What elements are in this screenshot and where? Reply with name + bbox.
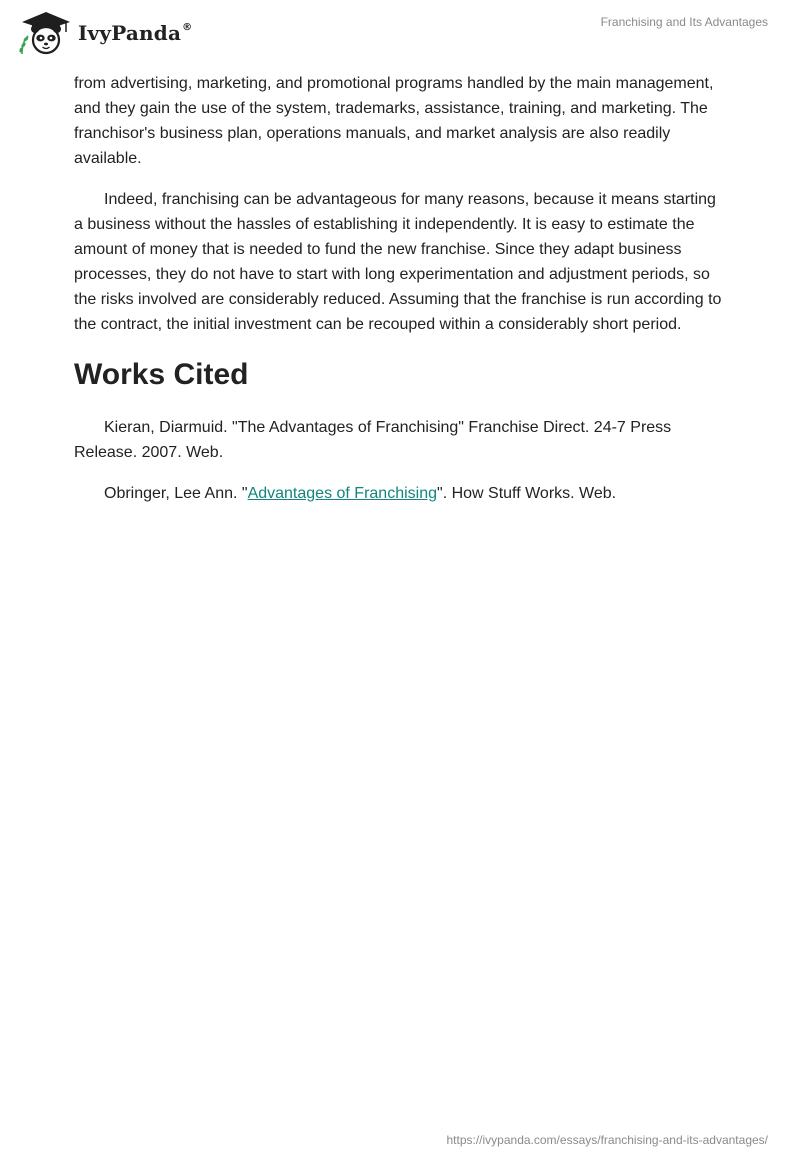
logo-text: IvyPanda bbox=[78, 21, 182, 45]
registered-mark: ® bbox=[182, 22, 193, 34]
citation-entry bbox=[74, 481, 724, 506]
citation-text-after: ". How Stuff Works. Web. bbox=[437, 485, 617, 502]
page-header bbox=[0, 0, 800, 64]
citation-text-before: Obringer, Lee Ann. " bbox=[104, 485, 248, 502]
ivypanda-logo[interactable] bbox=[14, 8, 192, 56]
panda-graduation-cap-icon bbox=[14, 8, 74, 56]
citation-entry: Kieran, Diarmuid. "The Advantages of Franchising" Franchise Direct. 24-7 Press Release. 2007. Web. bbox=[74, 419, 672, 461]
body-paragraph: Indeed, franchising can be advantageous for many reasons, because it means starting a business without the hassles of establishing it independently. It is easy to estimate the amount of money that is needed to fund the new franchise. Since they adapt business processes, they do not have to start with long experimentation and adjustment periods, so the risks involved are considerably reduced. Assuming that the franchise is run according to the contract, the initial investment can be recouped within a considerably short period. bbox=[74, 191, 722, 333]
logo-wordmark bbox=[78, 21, 192, 45]
body-paragraph: from advertising, marketing, and promotional programs handled by the main management, and they gain the use of the system, trademarks, assistance, training, and marketing. The franchisor's business plan, operations manuals, and market analysis are also readily available. bbox=[74, 75, 714, 167]
essay-content bbox=[74, 71, 724, 522]
works-cited-heading: Works Cited bbox=[74, 358, 249, 391]
source-url[interactable]: https://ivypanda.com/essays/franchising-and-its-advantages/ bbox=[446, 1133, 768, 1147]
citation-link[interactable]: Advantages of Franchising bbox=[247, 485, 438, 502]
document-title: Franchising and Its Advantages bbox=[600, 15, 768, 29]
